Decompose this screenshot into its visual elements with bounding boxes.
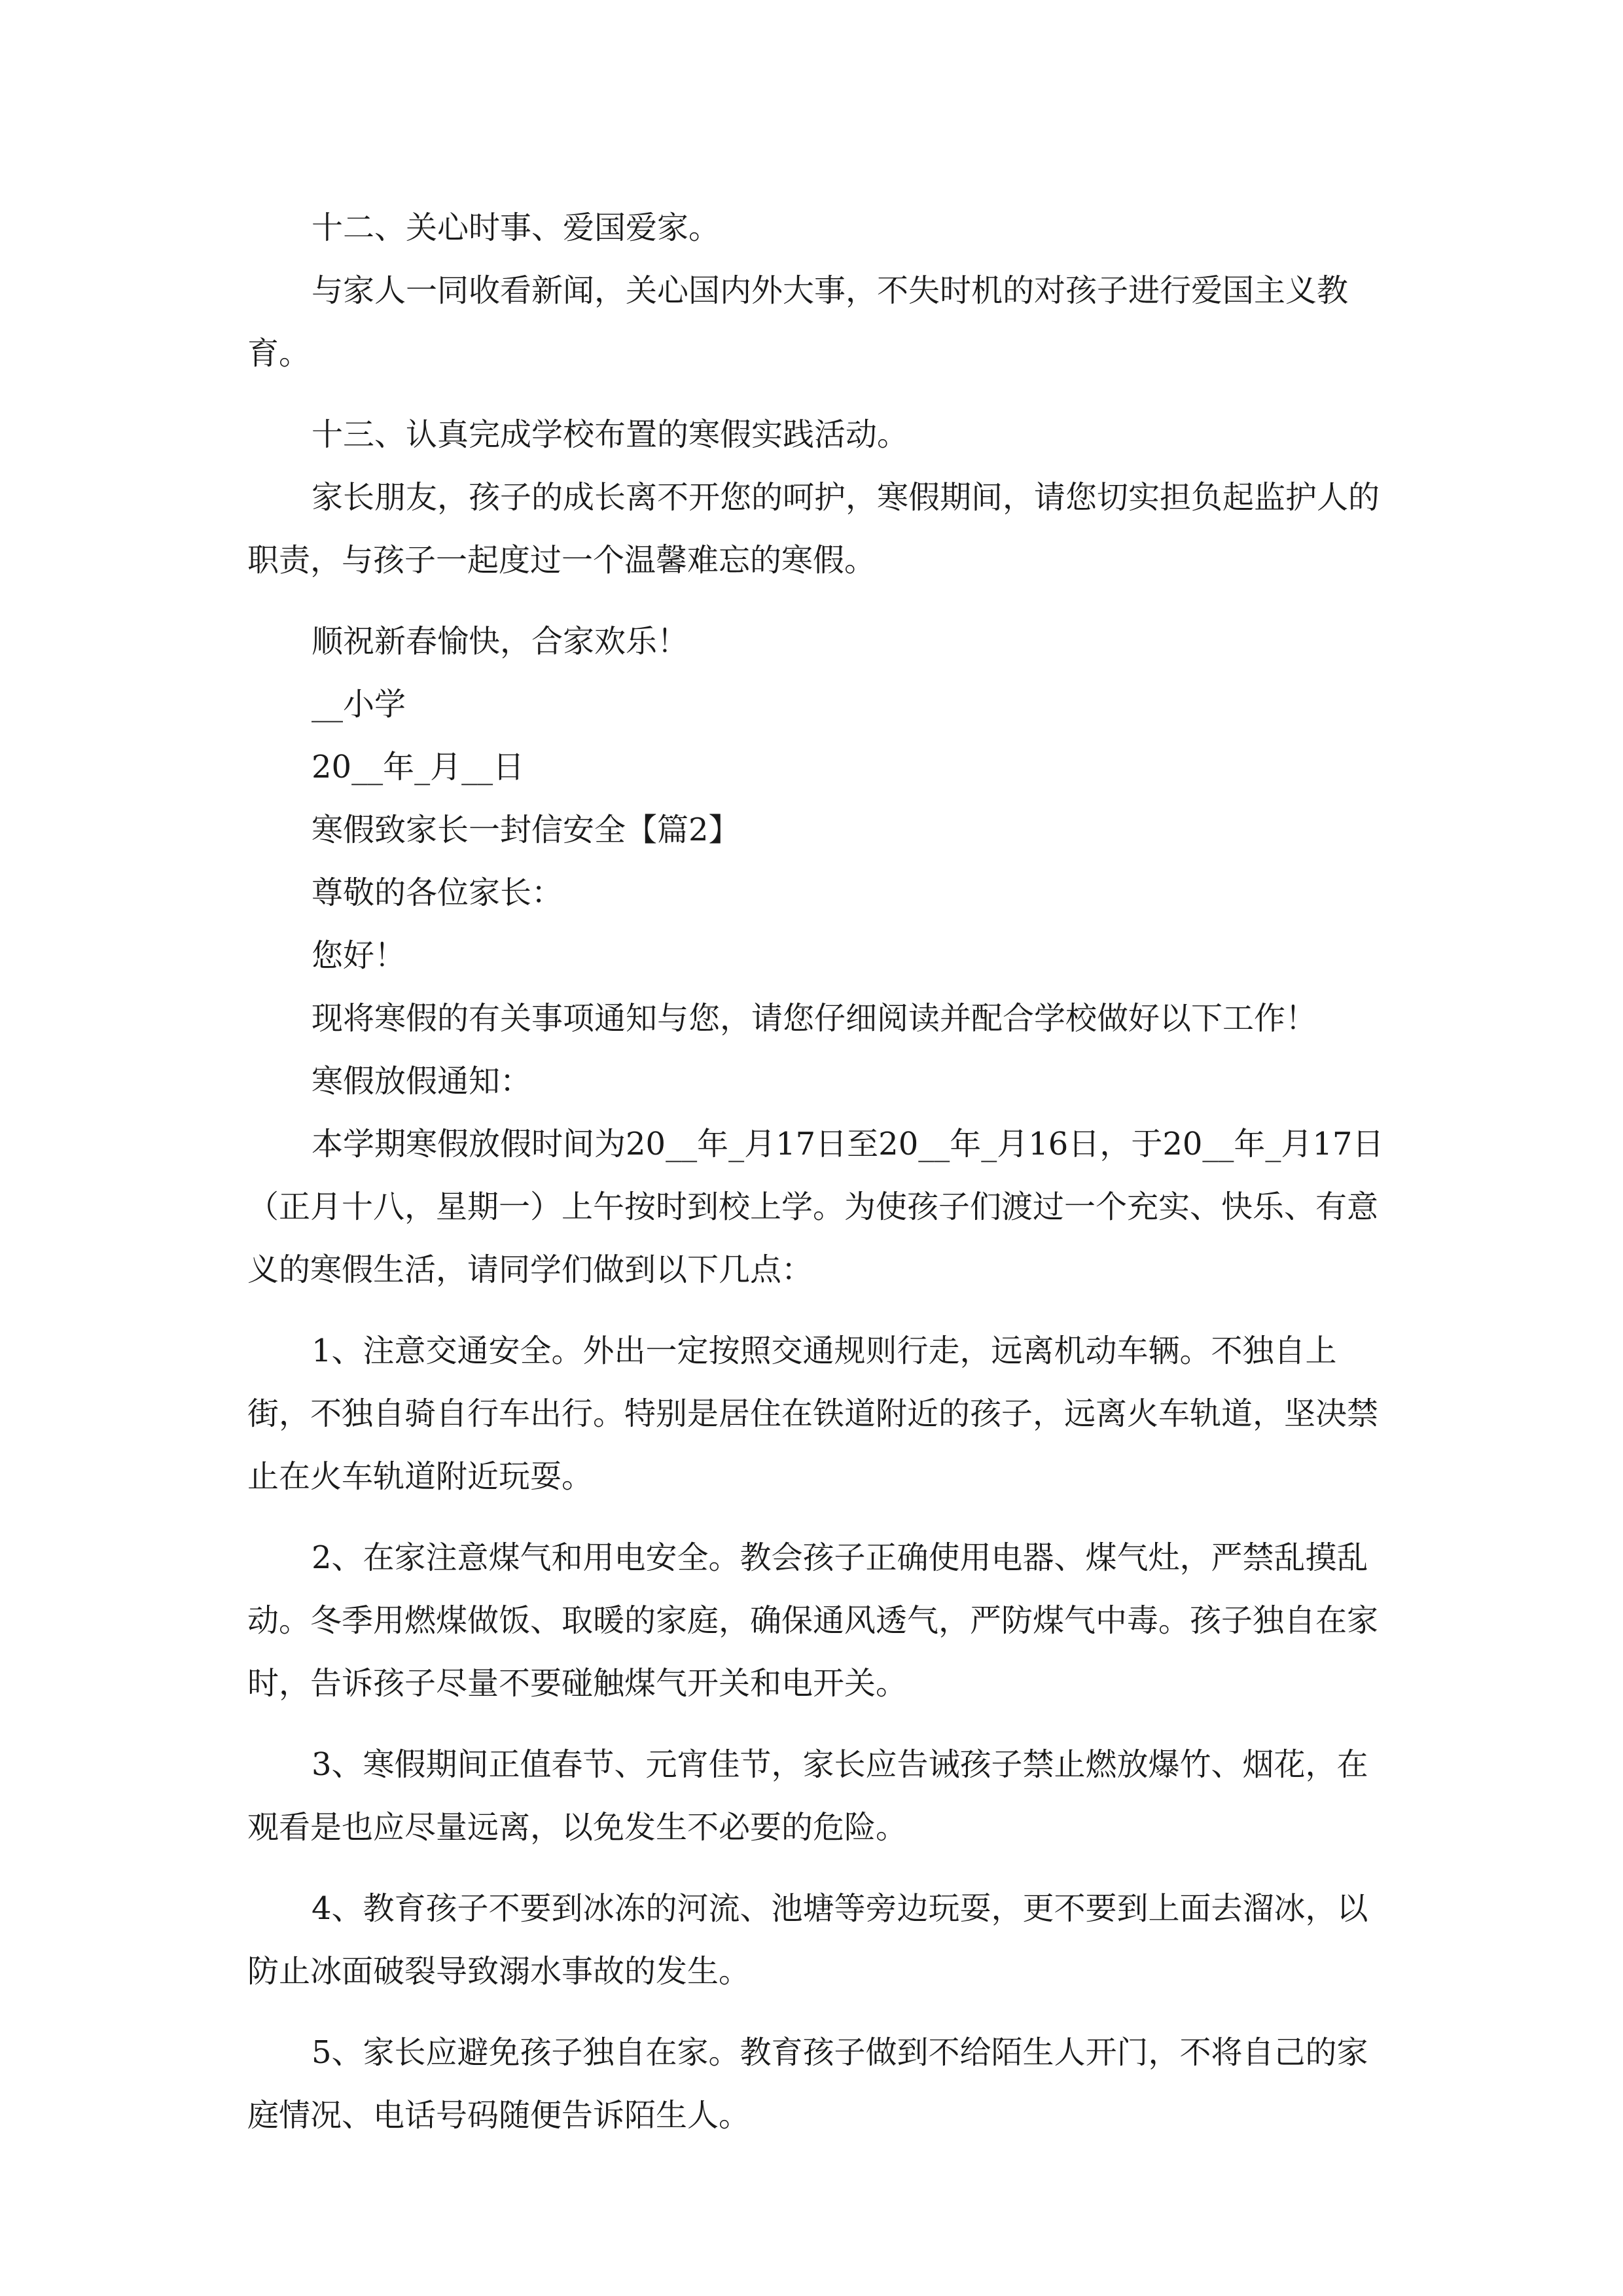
greeting-new-year: 顺祝新春愉快，合家欢乐！ — [312, 623, 689, 660]
paragraph-patriotism: 与家人一同收看新闻，关心国内外大事，不失时机的对孩子进行爱国主义教育。 — [247, 272, 1349, 372]
heading-item-12: 十二、关心时事、爱国爱家。 — [312, 209, 721, 246]
salutation: 尊敬的各位家长： — [312, 874, 563, 911]
school-signature: __小学 — [312, 686, 406, 723]
holiday-dates-paragraph: 本学期寒假放假时间为20__年_月17日至20__年_月16日，于20__年_月17日（正月十八，星期一）上午按时到校上学。为使孩子们渡过一个充实、快乐、有意义的寒假生活，请同学们做到以下几点： — [247, 1126, 1384, 1288]
date-line: 20__年_月__日 — [312, 749, 525, 785]
rule-1-traffic: 1、注意交通安全。外出一定按照交通规则行走，远离机动车辆。不独自上街，不独自骑自行车出行。特别是居住在铁道附近的孩子，远离火车轨道，坚决禁止在火车轨道附近玩耍。 — [247, 1333, 1379, 1495]
rule-4-ice: 4、教育孩子不要到冰冻的河流、池塘等旁边玩耍，更不要到上面去溜冰，以防止冰面破裂导致溺水事故的发生。 — [247, 1890, 1368, 1990]
holiday-notice-title: 寒假放假通知： — [312, 1063, 532, 1100]
notice-intro: 现将寒假的有关事项通知与您，请您仔细阅读并配合学校做好以下工作！ — [312, 1000, 1317, 1037]
section-title-part2: 寒假致家长一封信安全【篇2】 — [312, 812, 740, 848]
rule-5-home-alone: 5、家长应避免孩子独自在家。教育孩子做到不给陌生人开门，不将自己的家庭情况、电话号码随便告诉陌生人。 — [247, 2034, 1368, 2134]
heading-item-13: 十三、认真完成学校布置的寒假实践活动。 — [312, 416, 909, 453]
document-body — [247, 196, 1399, 2165]
rule-3-fireworks: 3、寒假期间正值春节、元宵佳节，家长应告诫孩子禁止燃放爆竹、烟花，在观看是也应尽量远离，以免发生不必要的危险。 — [247, 1746, 1368, 1846]
rule-2-gas-electricity: 2、在家注意煤气和用电安全。教会孩子正确使用电器、煤气灶，严禁乱摸乱动。冬季用燃煤做饭、取暖的家庭，确保通风透气，严防煤气中毒。孩子独自在家时，告诉孩子尽量不要碰触煤气开关和电开关。 — [247, 1539, 1379, 1702]
hello-line: 您好！ — [312, 937, 406, 974]
paragraph-parents-duty: 家长朋友，孩子的成长离不开您的呵护，寒假期间，请您切实担负起监护人的职责，与孩子一起度过一个温馨难忘的寒假。 — [247, 479, 1380, 579]
